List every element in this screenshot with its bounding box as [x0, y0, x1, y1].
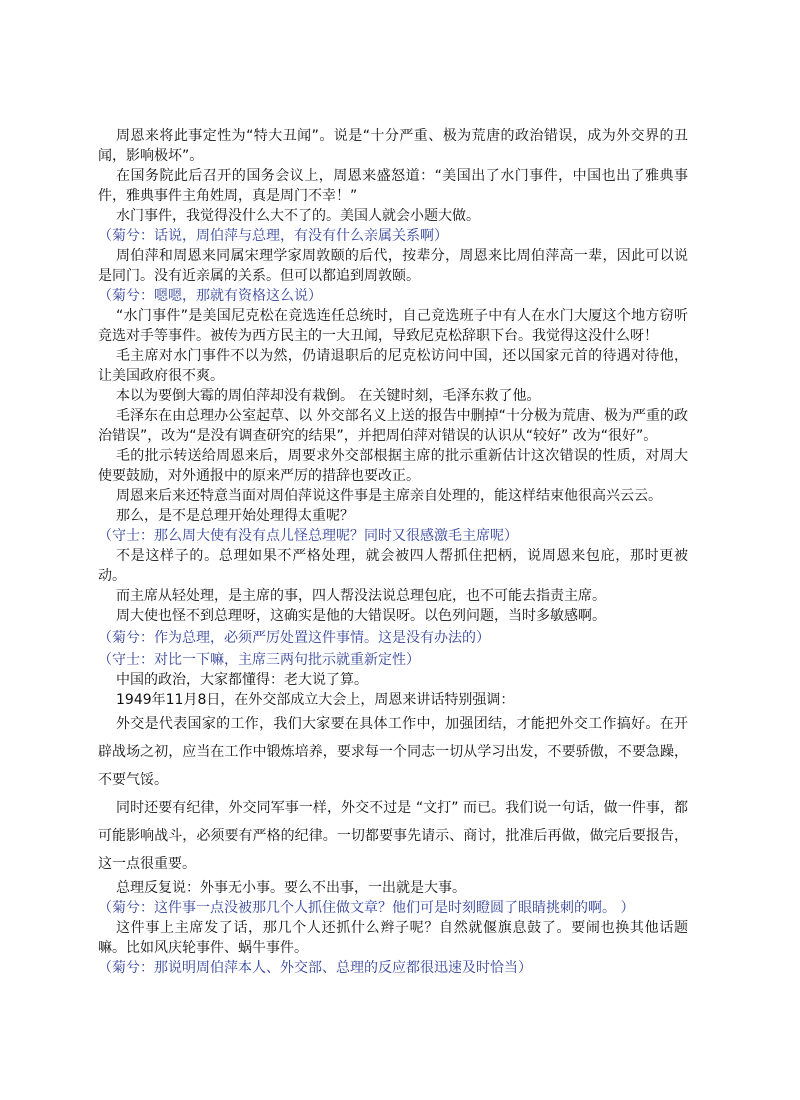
comment-line: （菊兮：话说，周伯萍与总理，有没有什么亲属关系啊）: [98, 228, 448, 244]
paragraph: 同时还要有纪律，外交同军事一样，外交不过是 “文打” 而已。我们说一句话，做一件事，都可能影响战斗，必须要有严格的纪律。一切都要事先请示、商讨，批准后再做，做完后要报告，这一点很重要。: [98, 800, 688, 872]
paragraph: 周恩来后来还特意当面对周伯萍说这件事是主席亲自处理的，能这样结束他很高兴云云。: [116, 488, 662, 504]
paragraph: 毛泽东在由总理办公室起草、以 外交部名义上送的报告中删掉“十分极为荒唐、极为严重的政治错误”，改为“是没有调查研究的结果”，并把周伯萍对错误的认识从“较好” 改为“很好”。: [98, 408, 688, 444]
comment-line: （菊兮：嗯嗯，那就有资格这么说）: [98, 288, 322, 304]
paragraph: 周大使也怪不到总理呀，这确实是他的大错误呀。以色列问题，当时多敏感啊。: [116, 608, 606, 624]
paragraph: 毛主席对水门事件不以为然，仍请退职后的尼克松访问中国，还以国家元首的待遇对待他，让美国政府很不爽。: [98, 348, 688, 384]
paragraph: 1949年11月8日，在外交部成立大会上，周恩来讲话特别强调：: [116, 692, 515, 708]
paragraph: 本以为要倒大霉的周伯萍却没有栽倒。 在关键时刻，毛泽东救了他。: [116, 388, 541, 404]
document-body: [98, 126, 688, 978]
paragraph: 总理反复说：外事无小事。要么不出事，一出就是大事。: [116, 880, 466, 896]
comment-line: （守士：对比一下嘛，主席三两句批示就重新定性）: [98, 652, 420, 668]
paragraph: 周恩来将此事定性为“特大丑闻”。说是“十分严重、极为荒唐的政治错误，成为外交界的丑闻，影响极坏”。: [98, 128, 688, 164]
paragraph: 不是这样子的。总理如果不严格处理，就会被四人帮抓住把柄，说周恩来包庇，那时更被动。: [98, 548, 688, 584]
paragraph: 水门事件，我觉得没什么大不了的。美国人就会小题大做。: [116, 208, 480, 224]
comment-line: （菊兮：作为总理，必须严厉处置这件事情。这是没有办法的）: [98, 630, 490, 646]
paragraph: 而主席从轻处理，是主席的事，四人帮没法说总理包庇，也不可能去指责主席。: [116, 588, 606, 604]
paragraph: “水门事件”是美国尼克松在竞选连任总统时，自己竞选班子中有人在水门大厦这个地方窃听竞选对手等事件。被传为西方民主的一大丑闻，导致尼克松辞职下台。我觉得这没什么呀！: [98, 308, 688, 344]
comment-line: （菊兮：那说明周伯萍本人、外交部、总理的反应都很迅速及时恰当）: [98, 960, 532, 976]
paragraph: 毛的批示转送给周恩来后，周要求外交部根据主席的批示重新估计这次错误的性质，对周大使要鼓励，对外通报中的原来严厉的措辞也要改正。: [98, 448, 688, 484]
comment-line: （菊兮：这件事一点没被那几个人抓住做文章？他们可是时刻瞪圆了眼睛挑刺的啊。 ）: [98, 900, 635, 916]
paragraph: 中国的政治，大家都懂得：老大说了算。: [116, 672, 368, 688]
paragraph: 那么，是不是总理开始处理得太重呢？: [116, 508, 354, 524]
paragraph: 这件事上主席发了话，那几个人还抓什么辫子呢？自然就偃旗息鼓了。要闹也换其他话题嘛。比如风庆轮事件、蜗牛事件。: [98, 920, 688, 956]
comment-line: （守士：那么周大使有没有点儿怪总理呢？同时又很感激毛主席呢）: [98, 528, 518, 544]
paragraph: 周伯萍和周恩来同属宋理学家周敦颐的后代，按辈分，周恩来比周伯萍高一辈，因此可以说是同门。没有近亲属的关系。但可以都追到周敦颐。: [98, 248, 688, 284]
paragraph: 外交是代表国家的工作，我们大家要在具体工作中，加强团结，才能把外交工作搞好。在开辟战场之初，应当在工作中锻炼培养，要求每一个同志一切从学习出发，不要骄傲，不要急躁，不要气馁。: [98, 716, 688, 788]
paragraph: 在国务院此后召开的国务会议上，周恩来盛怒道：“美国出了水门事件，中国也出了雅典事件，雅典事件主角姓周，真是周门不幸！”: [98, 168, 688, 204]
